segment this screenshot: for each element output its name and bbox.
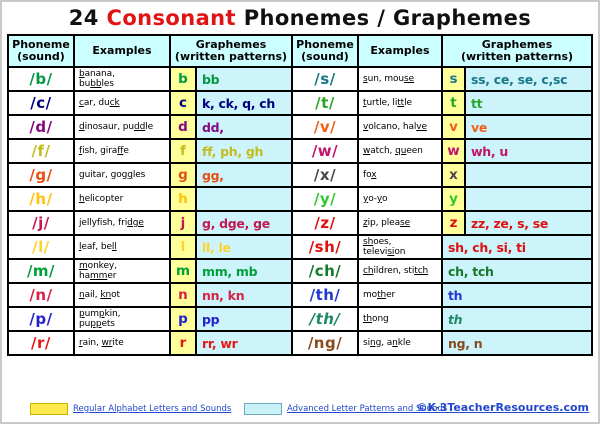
phoneme-cell: /h/ (8, 187, 74, 211)
graphemes-cell: pp (196, 307, 292, 331)
examples-cell: sun, mouse (358, 67, 442, 91)
graphemes-cell: wh, u (465, 139, 592, 163)
phoneme-cell: /p/ (8, 307, 74, 331)
examples-cell: monkey, hammer (74, 259, 170, 283)
examples-cell: turtle, little (358, 91, 442, 115)
examples-cell: yo-yo (358, 187, 442, 211)
phoneme-cell: /m/ (8, 259, 74, 283)
examples-cell: pumpkin, puppets (74, 307, 170, 331)
table-row (8, 163, 592, 187)
phoneme-cell: /l/ (8, 235, 74, 259)
table-row (8, 307, 592, 331)
graphemes-cell: rr, wr (196, 331, 292, 355)
phoneme-cell: /j/ (8, 211, 74, 235)
examples-cell: jellyfish, fridge (74, 211, 170, 235)
table-row (8, 283, 592, 307)
graphemes-cell: zz, ze, s, se (465, 211, 592, 235)
phoneme-cell: /v/ (292, 115, 358, 139)
legend-regular-label[interactable]: Regular Alphabet Letters and Sounds (73, 404, 232, 414)
examples-cell: nail, knot (74, 283, 170, 307)
letter-cell: p (170, 307, 196, 331)
graphemes-cell: ch, tch (442, 259, 592, 283)
phoneme-cell: /ch/ (292, 259, 358, 283)
graphemes-cell: ng, n (442, 331, 592, 355)
phoneme-cell: /f/ (8, 139, 74, 163)
letter-cell: n (170, 283, 196, 307)
examples-cell: guitar, goggles (74, 163, 170, 187)
letter-cell: t (442, 91, 465, 115)
letter-cell: j (170, 211, 196, 235)
table-row (8, 115, 592, 139)
letter-cell: g (170, 163, 196, 187)
examples-cell: car, duck (74, 91, 170, 115)
examples-cell: fox (358, 163, 442, 187)
yellow-swatch (30, 403, 68, 415)
phoneme-cell: /w/ (292, 139, 358, 163)
graphemes-cell: ss, ce, se, c,sc (465, 67, 592, 91)
graphemes-cell (465, 163, 592, 187)
examples-cell: volcano, halve (358, 115, 442, 139)
letter-cell: w (442, 139, 465, 163)
letter-cell: z (442, 211, 465, 235)
letter-cell: s (442, 67, 465, 91)
title-highlight: Consonant (106, 6, 236, 30)
letter-cell: y (442, 187, 465, 211)
resource-credit-link[interactable]: ©K-3TeacherResources.com (416, 401, 589, 414)
examples-cell: zip, please (358, 211, 442, 235)
table-row (8, 259, 592, 283)
phoneme-cell: /x/ (292, 163, 358, 187)
letter-cell: l (170, 235, 196, 259)
table-row (8, 139, 592, 163)
footer (2, 401, 598, 419)
header-phoneme: Phoneme (sound) (8, 35, 74, 67)
table-row (8, 187, 592, 211)
letter-cell: d (170, 115, 196, 139)
phoneme-cell: /s/ (292, 67, 358, 91)
letter-cell: h (170, 187, 196, 211)
phoneme-cell: /n/ (8, 283, 74, 307)
graphemes-cell: ll, le (196, 235, 292, 259)
graphemes-cell: mm, mb (196, 259, 292, 283)
examples-cell: helicopter (74, 187, 170, 211)
graphemes-cell: gg, (196, 163, 292, 187)
legend-regular (30, 403, 231, 415)
cyan-swatch (244, 403, 282, 415)
header-examples: Examples (358, 35, 442, 67)
phoneme-cell: /b/ (8, 67, 74, 91)
table-row (8, 331, 592, 355)
graphemes-cell (196, 187, 292, 211)
examples-cell: children, stitch (358, 259, 442, 283)
examples-cell: dinosaur, puddle (74, 115, 170, 139)
page-title (2, 6, 598, 30)
examples-cell: rain, write (74, 331, 170, 355)
table-row (8, 91, 592, 115)
examples-cell: banana, bubbles (74, 67, 170, 91)
letter-cell: r (170, 331, 196, 355)
phoneme-cell: /c/ (8, 91, 74, 115)
phoneme-cell: /y/ (292, 187, 358, 211)
title-prefix: 24 (68, 6, 107, 30)
graphemes-cell: th (442, 283, 592, 307)
phoneme-cell: /sh/ (292, 235, 358, 259)
graphemes-cell: bb (196, 67, 292, 91)
phoneme-cell: /ng/ (292, 331, 358, 355)
examples-cell: mother (358, 283, 442, 307)
phoneme-cell: /z/ (292, 211, 358, 235)
table-row (8, 235, 592, 259)
graphemes-cell: nn, kn (196, 283, 292, 307)
header-graphemes: Graphemes (written patterns) (442, 35, 592, 67)
header-graphemes: Graphemes (written patterns) (170, 35, 292, 67)
examples-cell: shoes, television (358, 235, 442, 259)
examples-cell: sing, ankle (358, 331, 442, 355)
graphemes-cell: dd, (196, 115, 292, 139)
phoneme-cell: /r/ (8, 331, 74, 355)
examples-cell: thong (358, 307, 442, 331)
title-suffix: Phonemes / Graphemes (235, 6, 532, 30)
graphemes-cell: ve (465, 115, 592, 139)
graphemes-cell: ff, ph, gh (196, 139, 292, 163)
letter-cell: x (442, 163, 465, 187)
examples-cell: leaf, bell (74, 235, 170, 259)
graphemes-cell: th (442, 307, 592, 331)
table-header (8, 35, 592, 67)
phoneme-cell: /th/ (292, 307, 358, 331)
table-row (8, 67, 592, 91)
graphemes-cell: sh, ch, si, ti (442, 235, 592, 259)
letter-cell: c (170, 91, 196, 115)
header-examples: Examples (74, 35, 170, 67)
phoneme-cell: /th/ (292, 283, 358, 307)
phoneme-cell: /d/ (8, 115, 74, 139)
header-phoneme: Phoneme (sound) (292, 35, 358, 67)
examples-cell: fish, giraffe (74, 139, 170, 163)
letter-cell: f (170, 139, 196, 163)
table-row (8, 211, 592, 235)
letter-cell: v (442, 115, 465, 139)
graphemes-cell: g, dge, ge (196, 211, 292, 235)
phoneme-cell: /t/ (292, 91, 358, 115)
phoneme-cell: /g/ (8, 163, 74, 187)
letter-cell: b (170, 67, 196, 91)
legend-advanced-label[interactable]: Advanced Letter Patterns and Sounds (287, 404, 448, 414)
examples-cell: watch, queen (358, 139, 442, 163)
phoneme-table (7, 34, 593, 356)
letter-cell: m (170, 259, 196, 283)
graphemes-cell: k, ck, q, ch (196, 91, 292, 115)
graphemes-cell (465, 187, 592, 211)
graphemes-cell: tt (465, 91, 592, 115)
table-body (8, 67, 592, 355)
